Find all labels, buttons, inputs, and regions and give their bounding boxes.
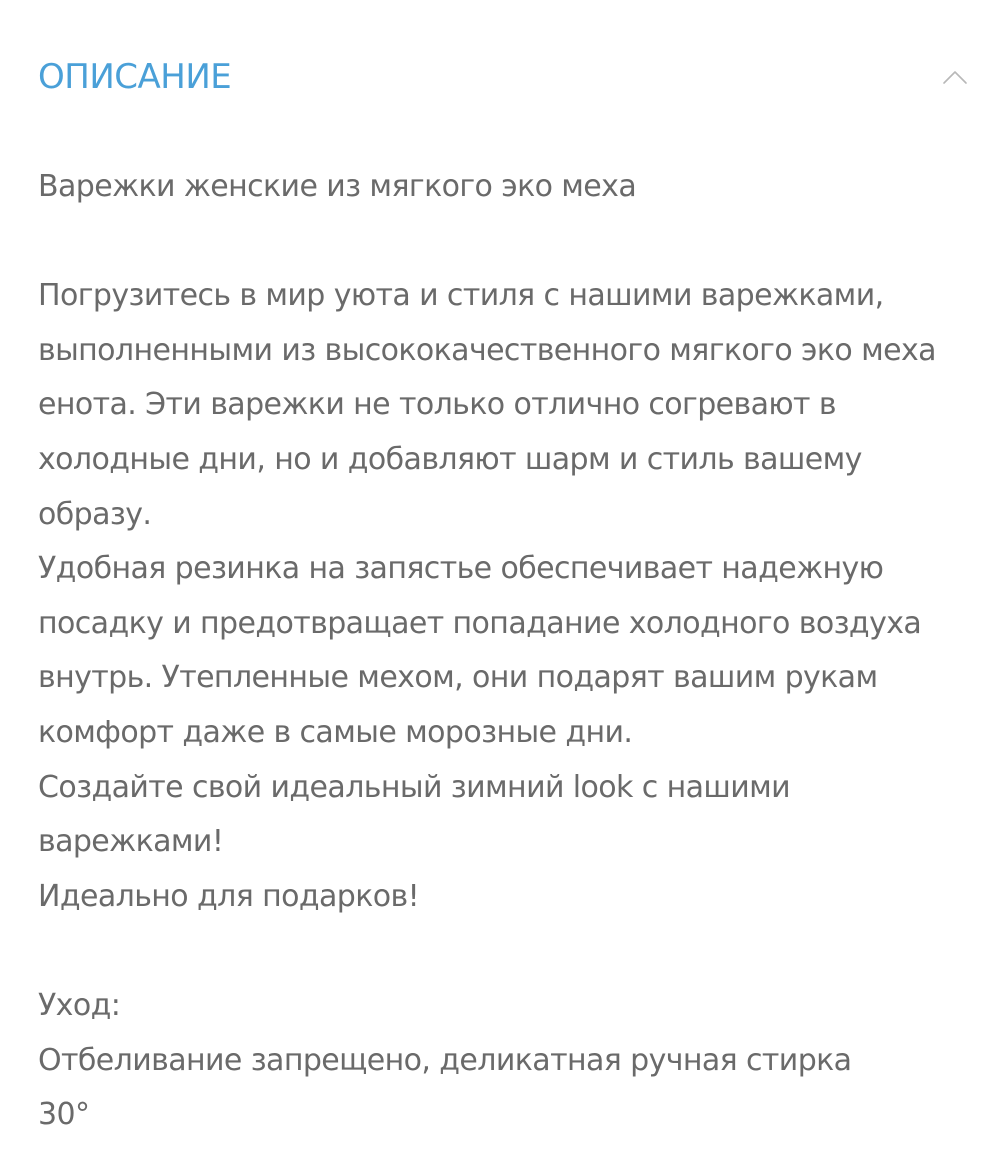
spacer [38,924,963,979]
description-text [38,160,963,1143]
care-line: Отбеливание запрещено, деликатная ручная стирка [38,1042,852,1078]
description-header[interactable] [38,52,968,104]
body-line: Погрузитесь в мир уюта и стиля с нашими варежками, [38,278,884,314]
chevron-up-icon[interactable] [940,64,970,88]
care-line: 30° [38,1097,90,1133]
body-line: Удобная резинка на запястье обеспечивает надежную [38,551,884,587]
body-line: Идеально для подарков! [38,878,420,914]
body-line: образу. [38,496,152,532]
body-line: варежками! [38,824,224,860]
body-line: енота. Эти варежки не только отлично согревают в [38,387,836,423]
body-line: посадку и предотвращает попадание холодного воздуха [38,605,922,641]
care-label: Уход: [38,987,121,1023]
body-line: комфорт даже в самые морозные дни. [38,714,633,750]
spacer [38,215,963,270]
body-line: холодные дни, но и добавляют шарм и стиль вашему [38,441,862,477]
product-name: Варежки женские из мягкого эко меха [38,169,637,204]
body-line: Создайте свой идеальный зимний look с нашими [38,769,791,805]
body-line: выполненными из высококачественного мягкого эко меха [38,332,936,368]
description-section [38,0,968,1167]
body-line: внутрь. Утепленные мехом, они подарят вашим рукам [38,660,878,696]
section-title: ОПИСАНИЕ [38,57,232,97]
